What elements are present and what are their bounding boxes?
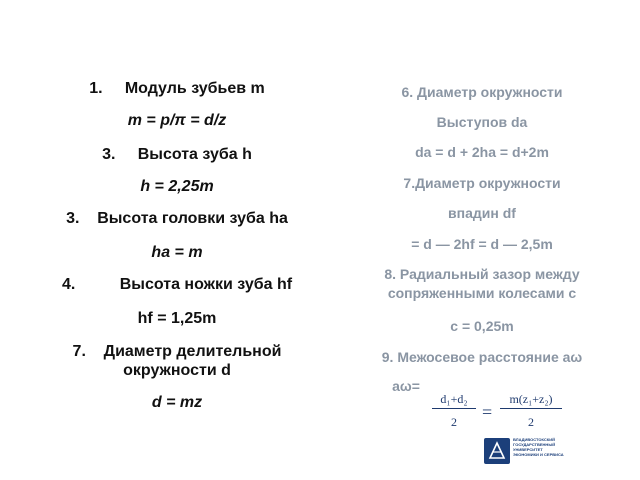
fraction-right — [500, 392, 562, 430]
item-root-diameter-subtitle: впадин df — [448, 205, 516, 221]
item-title: Высота зуба h — [137, 146, 252, 163]
item-pitch-diameter-title — [58, 342, 296, 380]
formula-clearance: c = 0,25m — [450, 318, 514, 334]
item-number: 3. — [102, 146, 116, 163]
fraction-left — [432, 392, 476, 430]
item-module-title — [18, 80, 336, 98]
formula-tip-diameter: da = d + 2ha = d+2m — [415, 144, 549, 160]
item-number: 7. — [72, 343, 86, 360]
item-clearance-title: 8. Радиальный зазор между сопряженными колесами с — [384, 266, 580, 301]
formula-dedendum: hf = 1,25m — [137, 310, 217, 327]
item-tooth-height-title — [18, 146, 336, 164]
formula-pitch-diameter: d = mz — [151, 394, 203, 411]
fraction-denominator: 2 — [528, 415, 534, 429]
formula-module: m = p/π = d/z — [127, 112, 227, 129]
item-tip-diameter-title: 6. Диаметр окружности — [401, 84, 563, 100]
item-number: 3. — [66, 210, 80, 227]
item-number: 4. — [61, 276, 76, 293]
item-number: 1. — [89, 80, 103, 97]
university-logo — [484, 436, 564, 466]
equals-sign: = — [482, 402, 493, 422]
formula-root-diameter: = d — 2hf = d — 2,5m — [411, 236, 553, 252]
fraction-numerator: m(z₁+z₂) — [500, 392, 562, 409]
fraction-denominator: 2 — [451, 415, 457, 429]
item-center-distance-title: 9. Межосевое расстояние aω — [381, 349, 583, 365]
item-root-diameter-title: 7.Диаметр окружности — [403, 175, 561, 191]
logo-emblem-icon — [484, 438, 510, 464]
item-title: Высота головки зуба ha — [97, 210, 288, 227]
item-tip-diameter-subtitle: Выступов da — [436, 114, 528, 130]
logo-text: ВЛАДИВОСТОКСКИЙ ГОСУДАРСТВЕННЫЙ УНИВЕРСИТЕТ ЭКОНОМИКИ И СЕРВИСА — [513, 437, 564, 457]
item-title: Диаметр делительной окружности d — [103, 343, 282, 379]
fraction-numerator: d₁+d₂ — [432, 392, 476, 409]
formula-center-distance-lhs: aω= — [392, 378, 420, 394]
item-dedendum-title — [18, 276, 336, 294]
formula-addendum: ha = m — [151, 244, 203, 261]
item-title: Высота ножки зуба hf — [119, 276, 293, 293]
formula-tooth-height: h = 2,25m — [140, 178, 214, 195]
item-title: Модуль зубьев m — [124, 80, 265, 97]
center-distance-formula — [432, 392, 564, 434]
item-addendum-title — [18, 210, 336, 228]
